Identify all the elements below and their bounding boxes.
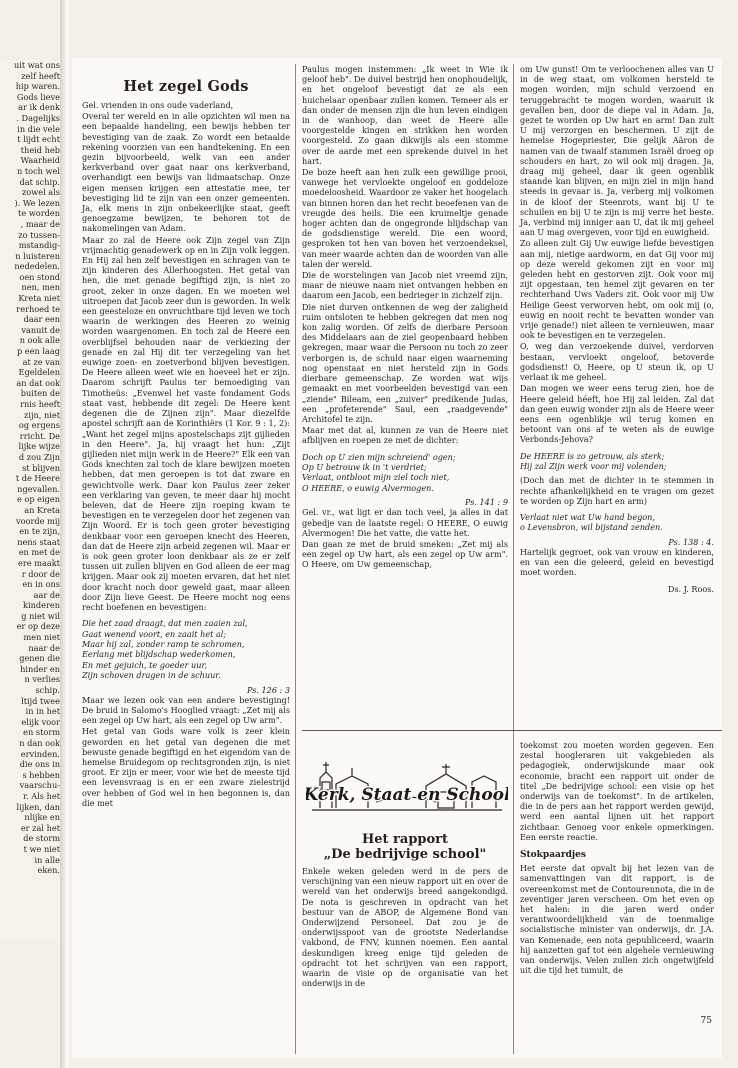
previous-page-line: theid heb [20, 144, 60, 155]
verse-line: Die het zaad draagt, dat men zaaien zal, [82, 618, 248, 629]
paragraph: Dan mogen we weer eens terug zien, hoe de Heere geleid héeft, hoe Hij zal leiden. Zal dat dan geen euwig wonder zijn als de Heere weer eens een ogenblikje wil terug komen en betoont van ons af te weten als de euwige Verbonds-Jehova? [520, 383, 714, 445]
rapport-intro-paragraph: Enkele weken geleden werd in de pers de verschijning van een nieuw rapport uit en over de wereld van het onderwijs breed aangekondigd. De nota is geschreven in opdracht van het bestuur van de ABOP, de Algemene Bond van Onderwijzend Personeel. Dat zou je de onderwijsspoot van de grootste Nederlandse vakbond, de FNV, kunnen noemen. Een aantal deskundigen kreeg enige tijd geleden de opdracht tot het schrijven van een rapport, waarin de visie op de organisatie van het onderwijs in de [302, 866, 508, 989]
previous-page-line: men niet [23, 632, 60, 643]
logo-text: Kerk, Staat en School [306, 785, 508, 805]
psalm-verse-138a [520, 451, 714, 472]
column-3 [520, 64, 714, 594]
previous-page-line: oen stond [19, 271, 60, 282]
previous-page-line: aar de [33, 589, 60, 600]
previous-page-line: eken. [37, 865, 60, 876]
previous-page-line: vaarschu- [19, 780, 60, 791]
verse-line: De HEERE is zo getrouw, als sterk; [520, 450, 665, 461]
previous-page-line: te worden [18, 208, 60, 219]
column-1 [82, 100, 290, 808]
previous-page-line: Kreta niet [18, 293, 60, 304]
psalm-verse-126 [82, 618, 290, 680]
verse-line: Verlaat, ontbloot mijn ziel toch niet, [302, 472, 450, 483]
paragraph: Die de worstelingen van Jacob niet vreemd zijn, maar de nieuwe naam niet ontvangen hebben en daarom een Jacob, een bedrieger in zichzelf zijn. [302, 270, 508, 301]
rapport-paragraph-b: Het eerste dat opvalt bij het lezen van de samenvattingen van dit rapport, is de overeenkomst met de Contourennota, die in de zeventiger jaren verscheen. Om het even op het halen: in die jaren werd onder verantwoordelijkheid van de toenmalige socialistische minister van onderwijs, dr. J.A. van Kemenade, een nota gepubliceerd, waarin hij aanzetten gaf tot een algehele vernieuwing van onderwijs. Velen zullen zich ongetwijfeld uit die tijd het tumult, de [520, 863, 714, 976]
previous-page-line: ltijd twee [21, 695, 60, 706]
previous-page-line: zelf heeft [21, 70, 60, 81]
previous-page-line: n ook alle [19, 335, 60, 346]
previous-page-line: p een laag [16, 346, 60, 357]
verse-line: Gaat wenend voort, en zaait het al; [82, 628, 227, 639]
verse-line: Maar hij zal, zonder ramp te schromen, [82, 638, 245, 649]
previous-page-line: kinderen [23, 600, 60, 611]
paragraph: Zo alleen zult Gij Uw euwige liefde bevestigen aan mij, nietige aardworm, en dat Gij voor mij op deze wereld gekomen zijt en voor mij geleden hebt en gestorven zijt. Ook voor mij zijt opgestaan, ten hemel zijt gevaren en ter rechterhand Uws Vaders zit. Ook voor mij Uw Heilige Geest verworven hebt, om ook mij (o, euwig en nooit recht te bevatten wonder van vrije genade!) niet alleen te vernieuwen, maar ook te bevestigen en te verzegelen. [520, 238, 714, 341]
previous-page-line: t lijdt echt [17, 134, 60, 145]
verse-line: Doch op U zien mijn schreiend' ogen; [302, 451, 456, 462]
verse-line: Zijn schoven dragen in de schuur. [82, 670, 221, 681]
previous-page-line: lijken, dan [16, 801, 60, 812]
previous-page-line: en storm [23, 727, 60, 738]
paragraph: Maar met dat al, kunnen ze van de Heere niet afblijven en roepen ze met de dichter: [302, 425, 508, 446]
verse-line: Verlaat niet wat Uw hand begon, [520, 511, 655, 522]
paragraph: Overal ter wereld en in alle opzichten wil men na een bepaalde handeling, een bewijs hebben ter bevestiging van de zaak. Zo wordt een betaalde rekening voorzien van een handtekening. En een gezin bijvoorbeeld, welk van een ander kerkverband over gaat naar ons kerkverband, overhandigt een bewijs van lidmaatschap. Onze eigen mensen krijgen een attestatie mee, ter bevestiging lid te zijn van een onzer gemeenten. Ja, elk mens in zijn onbekeerlijke staat, geeft genoegzame bewijzen, te behoren tot de nakomelingen van Adam. [82, 111, 290, 234]
previous-page-line: ngevallen. [17, 483, 60, 494]
paragraph: Maar we lezen ook van een andere bevestiging! De bruid in Salomo's Hooglied vraagt: „Zet mij als een zegel op Uw hart, als een zegel op Uw arm". [82, 694, 290, 726]
previous-page-line: ar ik denk [18, 102, 60, 113]
previous-page-line: genen die [19, 653, 60, 664]
verse-line: O HEERE, o euwig Alvermogen. [302, 482, 434, 493]
column-2 [302, 64, 508, 570]
previous-page-line: n dan ook [19, 738, 60, 748]
previous-page-line: g niet wil [21, 610, 60, 621]
previous-page-line: vanuit de [21, 324, 60, 335]
article-title-zegel: Het zegel Gods [123, 78, 249, 95]
previous-page-line: elijk voor [21, 716, 60, 727]
verse-line: Eerlang met blijdschap wederkomen, [82, 649, 236, 660]
previous-page-line: nens staat [17, 536, 60, 547]
previous-page-line: ere maakt [18, 557, 60, 568]
rapport-paragraph: toekomst zou moeten worden gegeven. Een zestal hoogleraren uit vakgebieden als pedagogiek, onderwijskunde maar ook economie, bracht een rapport uit onder de titel „De bedrijvige school: een visie op het onderwijs van de toekomst". In de artikelen, die in de pers aan het rapport werden gewijd, werd een aantal lijnen uit het rapport zichtbaar. Genoeg voor enkele opmerkingen. Een eerste reactie. [520, 740, 714, 842]
previous-page-line: en te zijn, [19, 526, 60, 537]
previous-page-line: naar de [28, 642, 60, 653]
previous-page-line: d zou Zijn [18, 451, 60, 462]
previous-page-line: og ergens [18, 420, 60, 431]
previous-page-line: an Kreta [24, 504, 60, 515]
previous-page-line: lijke wijze [18, 441, 60, 452]
paragraph: om Uw gunst! Om te verloochenen alles van U in de weg staat, om volkomen hersteld te mogen worden, mijn schuld verzoend en teruggebracht te mogen worden, waaruit ik gevallen ben, door de diepe val in Adam. Ja, gezet te worden op Uw hart en arm! Dan zult U mij verzorgen en beschermen. U zijt de hemelse Hogepriester, Die gelijk Aäron de namen van de twaalf stammen Israël droeg op schouders en hart, zo wil ook mij dragen. Ja, draag mij geheel, daar ik geen ogenblik staande kan blijven, en mijn ziel in mijn hand steeds in gevaar is. Ja, verberg mij volkomen in de kloof der Steenrots, want bij U te schuilen en bij U te zijn is mij verre het beste. Ja, verbind mij inniger aan U, dat ik mij geheel aan U mag overgeven, voor tijd en euwigheid. [520, 64, 714, 238]
previous-page-line: r. Als het [23, 790, 60, 801]
column-1-paragraphs-b [82, 695, 290, 808]
column-3-paragraphs [520, 64, 714, 445]
previous-page-line: rerhoed te [16, 303, 60, 314]
column-1-paragraphs [82, 100, 290, 612]
article-title-rapport-line1: Het rapport [361, 832, 449, 847]
previous-page-line: in in het [25, 706, 60, 717]
psalm-ref-138: Ps. 138 : 4. [668, 536, 714, 547]
previous-page-line: daar een [23, 314, 60, 325]
previous-page-line: st blijven [22, 462, 60, 473]
previous-page-line: buiten de [20, 388, 60, 399]
previous-page-line: . Dagelijks [16, 112, 60, 123]
column-rule-2 [513, 64, 514, 1054]
previous-page-line: de storm [23, 833, 60, 844]
previous-page-line: t de Heere [15, 473, 60, 484]
verse-line: Hij zal Zijn werk voor mij volenden; [520, 460, 667, 471]
column-2-paragraphs [302, 64, 508, 446]
verse-line: En met gejuich, te goeder uur, [82, 659, 208, 670]
previous-page-line: n luisteren [15, 250, 60, 261]
column-rule-1 [295, 64, 296, 1054]
paragraph: Die niet durven ontkennen de weg der zaligheid ruim ontsloten te hebben gekregen dat men nog kon zalig worden. Of zelfs de dierbare Persoon des Middelaars aan de ziel geopenbaard hebben gekregen, maar waar die Persoon nu toch zo zeer verborgen is, de schuld naar eigen waarneming nog openstaat en niet hersteld zijn in Gods dierbare gemeenschap. Ze worden wat wijs gemaakt en met voorbeelden bevestigd van een „ziende" Bileam, een „zuiver" predikende Judas, een „profeterende" Saul, een „raadgevende" Architofel te zijn. [302, 301, 508, 424]
article-title-rapport [302, 832, 508, 862]
previous-page-line: e op eigen [16, 494, 60, 505]
psalm-ref-126: Ps. 126 : 3 [247, 684, 290, 695]
previous-page-line: ervinden. [20, 748, 60, 759]
paragraph: Dan gaan ze met de bruid smeken: „Zet mij als een zegel op Uw hart, als een zegel op Uw arm". O Heere, om Uw gemeenschap, [302, 538, 508, 570]
previous-page-line: uit wat ons [14, 60, 60, 70]
previous-page-line: in die vele [17, 123, 60, 134]
previous-page-line: nen, men [21, 282, 60, 293]
paragraph: Paulus mogen instemmen: „Ik weet in Wie ik geloof heb". De duivel bestrijd hen onophoudelijk, en het ongeloof bevestigt dat ze als een huichelaar openbaar zullen komen. Temeer als er dan onder de mensen zijn die hun leven eindigen in de wanhoop, dan weet de Heere alle voorgestelde kingen en strikken hen worden voorgesteld. Zo gaan dikwijls als een stomme over de aarde met een sprekende duivel in het hart. [302, 64, 508, 166]
previous-page-line: t we niet [23, 843, 60, 854]
previous-page-line: er zal het [20, 822, 60, 833]
previous-page-line: n verlies [24, 674, 60, 685]
column-3-mid-paragraph: (Doch dan met de dichter in te stemmen in rechte afhankelijkheid en te vragen om gezet te worden op Zijn hart en arm) [520, 475, 714, 506]
previous-page-line: r door de [21, 568, 60, 579]
previous-page-line: , maar de [20, 218, 60, 229]
previous-page-line: dat schip. [19, 176, 60, 187]
previous-page-line: hinder en [20, 663, 60, 674]
previous-page-line: schip. [35, 685, 60, 696]
previous-page-strip [0, 60, 60, 940]
page-number: 75 [700, 1016, 712, 1026]
previous-page-line: zowel als [21, 187, 60, 198]
previous-page-line: voorde mij [15, 515, 60, 526]
previous-page-line: hip waren. [15, 81, 60, 92]
psalm-verse-141 [302, 452, 508, 494]
closing-greeting: Hartelijk gegroet, ook van vrouw en kinderen, en van een die geleerd, geleid en bevestigd moet worden. [520, 546, 714, 578]
previous-page-line: en in ons [22, 579, 60, 590]
previous-page-line: nlijke en [24, 812, 60, 823]
verse-line: Op U betrouw ik in 't verdriet; [302, 461, 427, 472]
previous-page-line: Egeldelen [18, 367, 60, 378]
verse-line: o Levensbron, wil bijstand zenden. [520, 522, 663, 533]
previous-page-line: Waarheid [20, 155, 60, 166]
paragraph: O, weg dan verzoekende duivel, verdorven bestaan, vervloekt ongeloof, betoverde godsdienst! O, Heere, op U steun ik, op U verlaat ik me geheel. [520, 341, 714, 383]
magazine-page [72, 58, 722, 1058]
previous-page-line: mstandig- [18, 240, 60, 251]
previous-page-line: en met de [18, 547, 60, 558]
column-3-lower [520, 740, 714, 975]
previous-page-line: zo tussen- [18, 229, 60, 240]
section-divider [302, 730, 722, 731]
previous-page-line: zijn, niet [24, 409, 60, 420]
paragraph: Gel. vr., wat ligt er dan toch veel, ja alles in dat gebedje van de laatste regel: O HEERE, O euwig Alvermogen! Die het vatte, die vatte het. [302, 507, 508, 538]
psalm-verse-138b [520, 512, 714, 533]
previous-page-line: er op deze [16, 621, 60, 632]
paragraph: Het getal van Gods ware volk is zeer klein geworden en het getal van degenen die met bewuste genade begiftigd en het eigendom van de hemelse Bruidegom op rechtsgronden zijn, is niet groot. Er zijn er meer, voor wie het de meeste tijd een levensvraag is en er een zware zielestrijd over hebben of God wel in hen begonnen is, dan die met [82, 726, 290, 808]
article-title-rapport-line2: „De bedrijvige school" [323, 847, 487, 862]
previous-page-line: rricht. De [19, 430, 60, 441]
paragraph: Maar zo zal de Heere ook Zijn zegel van Zijn vrijmachtig genadewerk op en in Zijn volk leggen. En Hij zal hen zelf bevestigen en schragen van te zijn kinderen des Allerhoogsten. Het getal van hen, die met genade begiftigd zijn, is niet zo groot, zeker in onze dagen. En we moeten wel uitroepen dat Jacob zeer dun is geworden. In welk een geesteloze en onvruchtbare tijd leven we toch waarin de werkingen des Heeren zo weinig worden waargenomen. En toch zal de Heere een overblijfsel behouden naar de verkiezing der genade en zal Hij dit ter verzegeling van het euwige zoen- en zoetverbond blijven bevestigen. De Heere alleen weet wie en hoeveel het er zijn. Daarom schrijft Paulus ter bemoediging van Timotheüs: „Evenwel het vaste fondament Gods staat vast, hebbende dit zegel: De Heere kent degenen die de Zijnen zijn". Maar diezelfde apostel schrijft aan de Korinthiërs (1 Kor. 9 : 1, 2): „Want het zegel mijns apostelschaps zijt gijlieden in den Heere". Ja, hij vraagt het hun: „Zijt gijlieden niet mijn werk in de Heere?" Elk een van Gods knechten zal toch de klare bewijzen moeten hebben, dat men geroepen is tot dat zware en gewichtvolle werk. Daar kon Paulus zeer zeker een verklaring van geven, te meer daar hij mocht beleven, dat de Heere zijn roeping kwam te bevestigen en te verzegelen door het zegenen van Zijn Woord. Er is toch geen groter bevestiging denkbaar voor een geroepen knecht des Heeren, dan dat de Heere zijn arbeid zegenen wil. Maar er is ook geen groter loon denkbaar als ze er zelf tussen uit zullen blijven en God alleen de eer mag krijgen. Maar ook zij moeten ervaren, dat het niet door kracht noch door geweld gaat, maar alleen door Zijn lieve Geest. De Heere mocht nog eens recht boefenen en bevestigen: [82, 234, 290, 612]
previous-page-line: n toch wel [16, 165, 60, 176]
paragraph: De boze heeft aan hen zulk een gewillige prooi, vanwege het vervloekte ongeloof en goddeloze moedeloosheid. Waardoor ze vaker het hoogelach van binnen horen dan het recht beoefenen van de vreugde des heils. Die een kruimeltje genade hoger achten dan de ongegronde blijdschap van de godsdienstige wereld. Die een woord, gesproken tot hen van boven het verzoendeksel, van meer waarde achten dan de woorden van alle talen der wereld. [302, 167, 508, 269]
column-2-lower [302, 866, 508, 988]
author-signature: Ds. J. Roos. [667, 583, 714, 594]
previous-page-line: nededelen. [14, 261, 60, 272]
kerk-staat-school-logo [306, 748, 508, 826]
previous-page-line: die ons in [19, 759, 60, 770]
paragraph: Gel. vrienden in ons oude vaderland, [82, 100, 234, 110]
previous-page-line: in alle [34, 854, 60, 865]
previous-page-line: Gods lieve [16, 91, 60, 102]
subheading-stokpaardjes: Stokpaardjes [520, 850, 586, 861]
previous-page-line: at ze van [22, 356, 60, 367]
page-gutter [60, 0, 72, 1068]
previous-page-line: ). We lezen [14, 197, 60, 208]
psalm-ref-141: Ps. 141 : 9 [465, 497, 508, 508]
column-2-paragraphs-b [302, 507, 508, 569]
previous-page-line: s hebben [22, 769, 60, 780]
previous-page-line: an dat ook [16, 377, 60, 388]
previous-page-line: rnis heeft [20, 399, 60, 409]
